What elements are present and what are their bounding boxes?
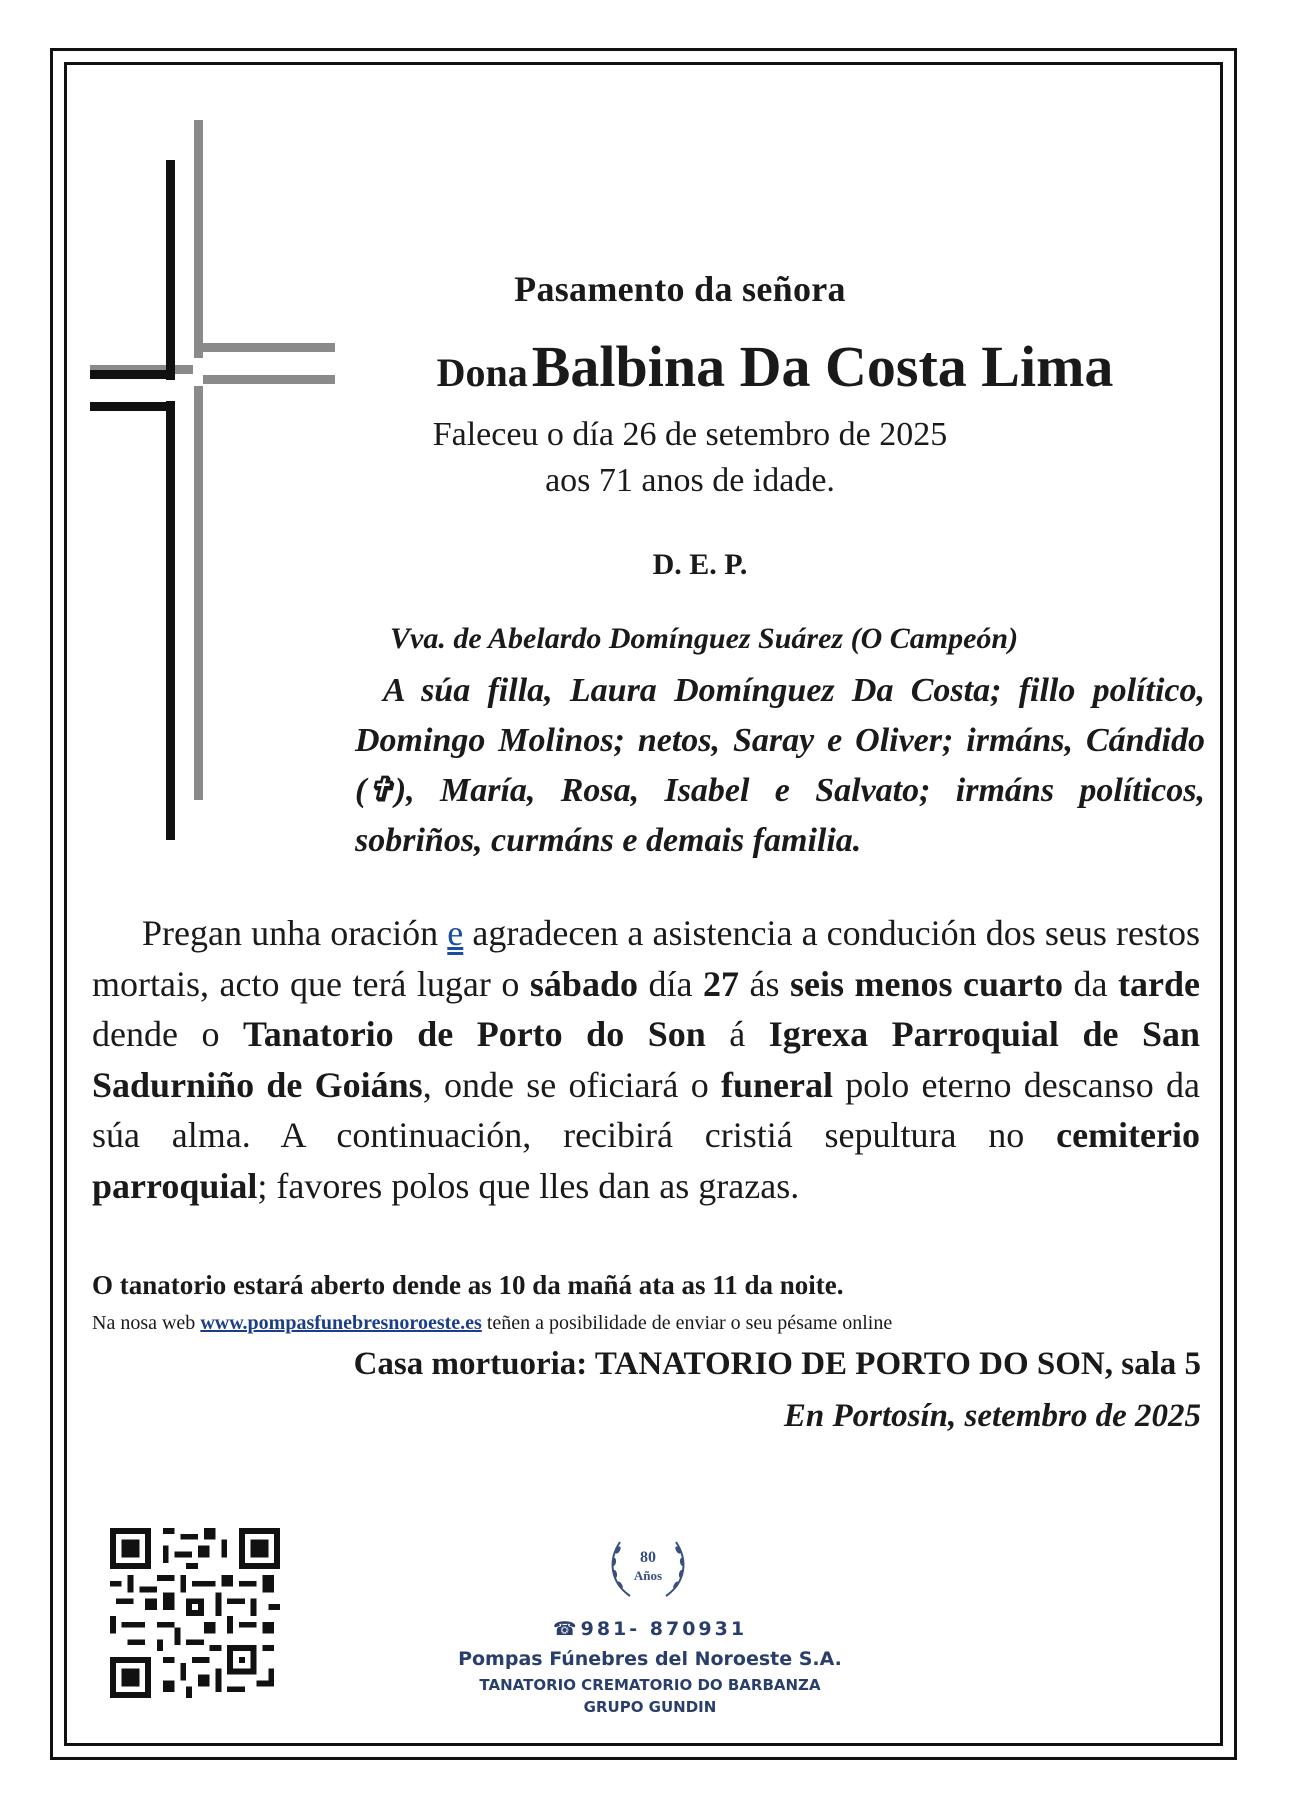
text-segment: agradecen a asistencia a condución dos seus restos mortais, acto que terá lugar o <box>92 913 1200 1004</box>
bold-funeral: funeral <box>720 1064 833 1105</box>
underlined-e: e <box>447 913 464 953</box>
bold-date: 27 <box>703 963 739 1004</box>
web-post: teñen a posibilidade de enviar o seu pésame online <box>481 1312 893 1334</box>
web-pre: Na nosa web <box>92 1312 201 1334</box>
text-segment: ás <box>739 963 791 1004</box>
cross-icon <box>90 120 335 840</box>
name-prefix: Dona <box>436 350 528 395</box>
family-text-1: A súa filla, Laura Domínguez Da Costa; fillo político, Domingo Molinos; netos, Saray e Oliver; irmáns, Cándido ( <box>355 672 1205 809</box>
web-line <box>92 1312 1202 1335</box>
text-segment: polo eterno descanso da súa alma. A continuación, recibirá cristiá sepultura no <box>92 1064 1200 1155</box>
main-paragraph <box>92 908 1200 1211</box>
qr-code-icon[interactable] <box>110 1528 280 1698</box>
bold-cemiterio: cemiterio parroquial <box>92 1115 1200 1206</box>
bold-tanatorio: Tanatorio de Porto do Son <box>242 1014 706 1054</box>
website-link[interactable]: www.pompasfunebresnoroeste.es <box>200 1312 482 1334</box>
text-segment: da <box>1063 963 1119 1004</box>
deceased-name <box>340 333 1210 400</box>
anniversary-logo-icon <box>598 1520 698 1610</box>
logo-text: Años <box>633 1568 663 1583</box>
logo-number: 80 <box>640 1549 656 1566</box>
casa-mortuoria: Casa mortuoria: TANATORIO DE PORTO DO SON, sala 5 <box>353 1346 1201 1382</box>
notice-intro: Pasamento da señora <box>514 269 846 309</box>
death-date: Faleceu o día 26 de setembro de 2025 <box>432 416 948 453</box>
tanatorio-hours: O tanatorio estará aberto dende as 10 da mañá ata as 11 da noite. <box>92 1270 844 1300</box>
text-segment: , onde se oficiará o <box>422 1064 721 1105</box>
dep-label: D. E. P. <box>652 548 748 581</box>
phone-icon: ☎ <box>552 1618 577 1640</box>
bold-time: seis menos cuarto <box>790 963 1064 1004</box>
bold-tarde: tarde <box>1118 963 1200 1004</box>
age: aos 71 anos de idade. <box>545 462 835 499</box>
bold-day: sábado <box>529 963 638 1004</box>
text-segment: ; favores polos que lles dan as grazas. <box>257 1165 800 1206</box>
text-segment: día <box>637 963 703 1004</box>
family-text-2: ), María, Rosa, Isabel e Salvato; irmáns políticos, sobriños, curmáns e demais familia. <box>355 772 1205 859</box>
bold-igrexa: Igrexa Parroquial de San Sadurniño de Goiáns <box>92 1014 1201 1105</box>
company-phone[interactable] <box>520 1618 780 1640</box>
company-group: GRUPO GUNDIN <box>583 1698 717 1716</box>
widow-of: Vva. de Abelardo Domínguez Suárez (O Campeón) <box>390 622 1019 655</box>
deceased-cross-icon: ✞ <box>366 772 395 809</box>
family-list <box>355 666 1205 866</box>
text-segment: á <box>705 1014 769 1054</box>
text-segment: dende o <box>92 1014 243 1054</box>
place-date: En Portosín, setembro de 2025 <box>783 1398 1201 1434</box>
text-segment: Pregan unha oración <box>142 913 448 953</box>
phone-number: 981- 870931 <box>580 1618 748 1640</box>
name-main: Balbina Da Costa Lima <box>531 334 1114 399</box>
company-name: Pompas Fúnebres del Noroeste S.A. <box>458 1648 842 1670</box>
company-subtitle: TANATORIO CREMATORIO DO BARBANZA <box>479 1676 821 1694</box>
